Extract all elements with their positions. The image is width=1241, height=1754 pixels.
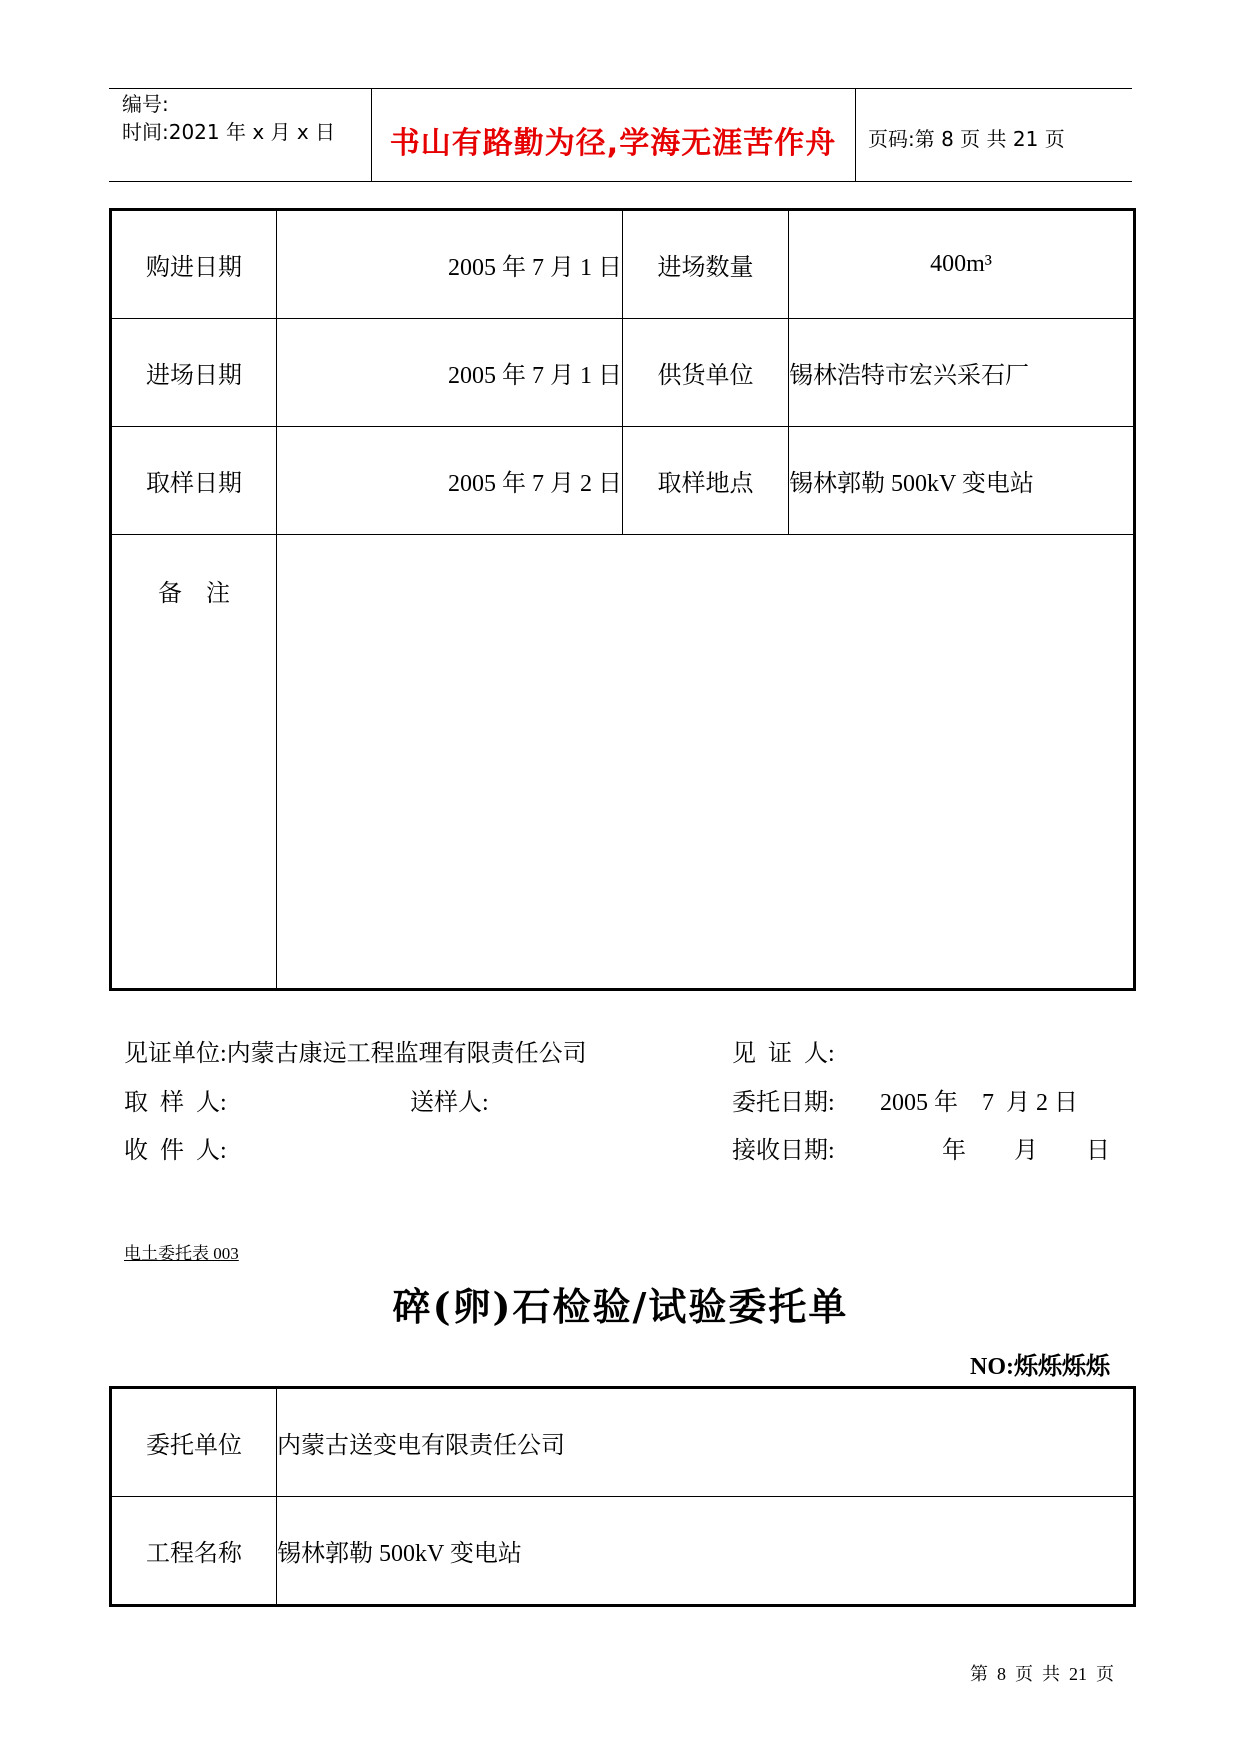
- client-unit-label: 委托单位: [112, 1389, 277, 1497]
- table-row: [112, 211, 1134, 319]
- header-time-label: 时间:2021 年 x 月 x 日: [122, 120, 336, 144]
- table-row: [112, 1389, 1134, 1497]
- receive-date-value: 年 月 日: [942, 1138, 1110, 1164]
- entry-date-value: 2005 年 7 月 1 日: [277, 319, 623, 427]
- remarks-label: 备 注: [112, 535, 277, 989]
- table-row: [112, 319, 1134, 427]
- commission-date-value: 2005 年 7 月 2 日: [880, 1090, 1078, 1116]
- header-page-label: 页码:第 8 页 共 21 页: [868, 127, 1065, 151]
- remarks-row: [112, 535, 1134, 989]
- header-number-label: 编号:: [122, 92, 169, 116]
- header-meta: [122, 90, 335, 146]
- witness-person-label: 见 证 人:: [732, 1041, 835, 1067]
- witness-unit: 见证单位:内蒙古康远工程监理有限责任公司: [124, 1041, 587, 1067]
- header-motto: 书山有路勤为径,学海无涯苦作舟: [389, 126, 837, 161]
- quantity-value: 400m³: [789, 211, 1134, 319]
- sampler-label: 取 样 人:: [124, 1090, 227, 1116]
- supplier-label: 供货单位: [623, 319, 789, 427]
- sampling-date-value: 2005 年 7 月 2 日: [277, 427, 623, 535]
- sampling-date-label: 取样日期: [112, 427, 277, 535]
- form-number: NO:烁烁烁烁: [970, 1354, 1110, 1380]
- header-top-rule: [109, 88, 1132, 89]
- sample-info-table: [111, 210, 1134, 989]
- table-row: [112, 1497, 1134, 1605]
- sampling-location-value: 锡林郭勒 500kV 变电站: [789, 427, 1134, 535]
- project-name-value: 锡林郭勒 500kV 变电站: [277, 1497, 1134, 1605]
- form-title: 碎(卵)石检验/试验委托单: [392, 1284, 849, 1329]
- header-bottom-rule: [109, 181, 1132, 182]
- quantity-label: 进场数量: [623, 211, 789, 319]
- sender-label: 送样人:: [410, 1090, 489, 1116]
- receiver-label: 收 件 人:: [124, 1138, 227, 1164]
- remarks-value: [277, 535, 1134, 989]
- purchase-date-label: 购进日期: [112, 211, 277, 319]
- sampling-location-label: 取样地点: [623, 427, 789, 535]
- supplier-value: 锡林浩特市宏兴采石厂: [789, 319, 1134, 427]
- commission-date-label: 委托日期:: [732, 1090, 835, 1116]
- receive-date-label: 接收日期:: [732, 1138, 835, 1164]
- header-divider-right: [855, 89, 856, 181]
- purchase-date-value: 2005 年 7 月 1 日: [277, 211, 623, 319]
- entry-date-label: 进场日期: [112, 319, 277, 427]
- page-footer: 第 8 页 共 21 页: [970, 1664, 1114, 1684]
- form-code: 电土委托表 003: [124, 1244, 239, 1263]
- project-name-label: 工程名称: [112, 1497, 277, 1605]
- client-unit-value: 内蒙古送变电有限责任公司: [277, 1389, 1134, 1497]
- commission-table: [111, 1388, 1134, 1605]
- table-row: [112, 427, 1134, 535]
